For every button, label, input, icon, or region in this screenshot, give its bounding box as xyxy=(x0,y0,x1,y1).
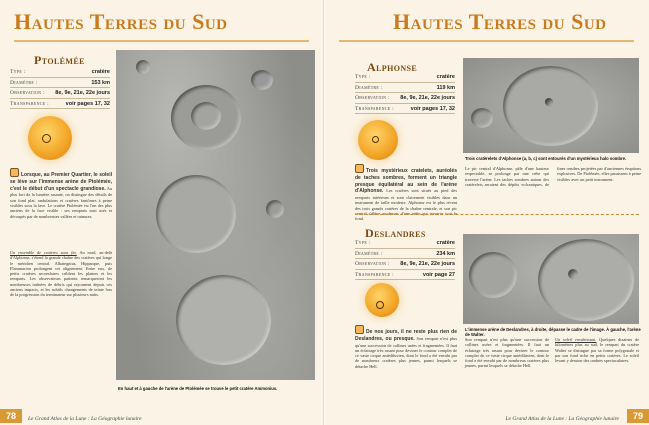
section-title-deslandres: Deslandres xyxy=(365,226,426,240)
info-row: Type : cratère xyxy=(355,238,455,249)
info-card-ptolemee xyxy=(10,67,110,109)
page-number-left: 78 xyxy=(0,409,22,423)
page-title-left: Hautes Terres du Sud xyxy=(14,9,228,34)
body-text-alphonse: Trois mystérieux cratelets, auréolés de taches sombres, forment un triangle presque équilatéral au sein de l'arène d'Alphonse. Les cratères sont situés au pied des remparts intérieurs et sont clairement visibles dans un instrument de taille modeste. Alphonse est le plus récent des trois grands cratères de la chaîne centrale, et son pic central s'élève au-dessus d'une arête qui traverse tout le fond. xyxy=(355,164,457,216)
page-title-right: Hautes Terres du Sud xyxy=(393,9,607,34)
photo-caption-deslandres: L'immense arène de Deslandres, à droite, dépasse le cadre de l'image. À gauche, l'arène de Walter. xyxy=(465,327,641,337)
footer-right: Le Grand Atlas de la Lune : La Géographie lunaire xyxy=(505,416,619,422)
info-row: Diamètre : 119 km xyxy=(355,83,455,94)
info-row: Observation : 8e, 9e, 21e, 22e jours xyxy=(355,259,455,270)
photo-alphonse xyxy=(463,58,639,153)
info-row: Transparence : voir page 27 xyxy=(355,270,455,281)
footer-left: Le Grand Atlas de la Lune : La Géographie lunaire xyxy=(28,416,142,422)
body-text-deslandres-3: Un soleil envahissant. Quelques dizaines de kilomètres plus au sud, le rempart du cratère Walter se distingue par sa forme polygonale et par son fond riche en petits cratères. Le soleil levant y dessine des ombres spectaculaires. xyxy=(555,337,639,364)
section-title-alphonse: Alphonse xyxy=(367,60,418,74)
body-text-deslandres-2: Son rempart n'est plus qu'une succession de collines usées et fragmentées. Il faut un éclairage très rasant pour deviner le contour complet de ce vaste cirque antédiluvien, dont le fond a été envahi par de nombreux cratères plus jeunes, parmi lesquels se détache Hell. xyxy=(465,337,549,369)
telescope-icon xyxy=(355,325,364,334)
info-card-alphonse xyxy=(355,72,455,114)
photo-caption-alphonse: Trois cratèrelets d'Alphonse (a, b, c) sont entourés d'un mystérieux halo sombre. xyxy=(465,156,627,161)
telescope-icon xyxy=(10,168,19,177)
section-divider xyxy=(355,214,639,215)
info-row: Diamètre : 234 km xyxy=(355,249,455,260)
telescope-icon xyxy=(355,164,364,173)
info-card-deslandres xyxy=(355,238,455,280)
header-rule xyxy=(339,40,634,42)
info-row: Diamètre : 153 km xyxy=(10,78,110,89)
body-text-1: Lorsque, au Premier Quartier, le soleil se lève sur l'immense arène de Ptolémée, c'est le début d'un spectacle grandiose. Au plus fort de la lumière rasante, on distingue des détails de son fond plat, ondulations et cratères fantômes à peine visibles sous la lave. Le cratère Ptolémée est l'un des plus anciens de la face visible : ses remparts sont usés et découpés par de nombreuses vallées et rainures. xyxy=(10,168,112,248)
moon-locator-icon xyxy=(358,120,398,160)
body-text-alphonse-2: Le pic central d'Alphonse, pâle d'une hauteur respectable, se prolonge par une crête qui traverse l'arène. Les taches sombres autour des cratèrelets seraient des dépôts volcaniques, de fines cendres projetées par d'anciennes éruptions explosives. De Ptolémée, elles paraissent à peine visibles avec un petit instrument. xyxy=(465,166,642,187)
photo-deslandres xyxy=(463,234,639,324)
header-rule xyxy=(14,40,309,42)
body-text-deslandres: De nos jours, il ne reste plus rien de Deslandres, ou presque. Son rempart n'est plus qu'une succession de collines usées et fragmentées. Il faut un éclairage très rasant pour deviner le contour complet de ce vaste cirque antédiluvien, dont le fond a été envahi par de nombreux cratères plus jeunes, parmi lesquels se détache Hell. xyxy=(355,325,457,395)
photo-caption-left: En haut et à gauche de l'arène de Ptolémée se trouve le petit cratère Ammonius. xyxy=(118,386,278,391)
photo-ptolemee xyxy=(116,50,315,380)
right-page xyxy=(325,0,649,425)
section-title-ptolemee: Ptolémée xyxy=(34,53,85,67)
info-row: Transparence : voir pages 17, 32 xyxy=(10,99,110,110)
moon-locator-icon xyxy=(365,283,399,317)
info-row: Type : cratère xyxy=(355,72,455,83)
info-row: Type : cratère xyxy=(10,67,110,78)
page-number-right: 79 xyxy=(627,409,649,423)
info-row: Transparence : voir pages 17, 32 xyxy=(355,104,455,115)
left-page xyxy=(0,0,324,425)
body-text-2: Un ensemble de cratères sans fin. Au nord, au-delà d'Alphonse, s'étend la grande chaîne des cratères qui longe le méridien central. Albategnius, Hipparque, puis Flammarion prolongent cet alignement. Entre eux, de petits cratères secondaires criblent les plaines et les remparts. Les observateurs patients remarqueront les nombreuses traînées de débris qui rayonnent depuis ces anciens impacts, et les subtils changements de teinte lors de la progression du terminateur sur plusieurs nuits. xyxy=(10,250,113,298)
info-row: Observation : 8e, 9e, 21e, 22e jours xyxy=(10,88,110,99)
info-row: Observation : 8e, 9e, 21e, 22e jours xyxy=(355,93,455,104)
moon-locator-icon xyxy=(28,116,72,160)
